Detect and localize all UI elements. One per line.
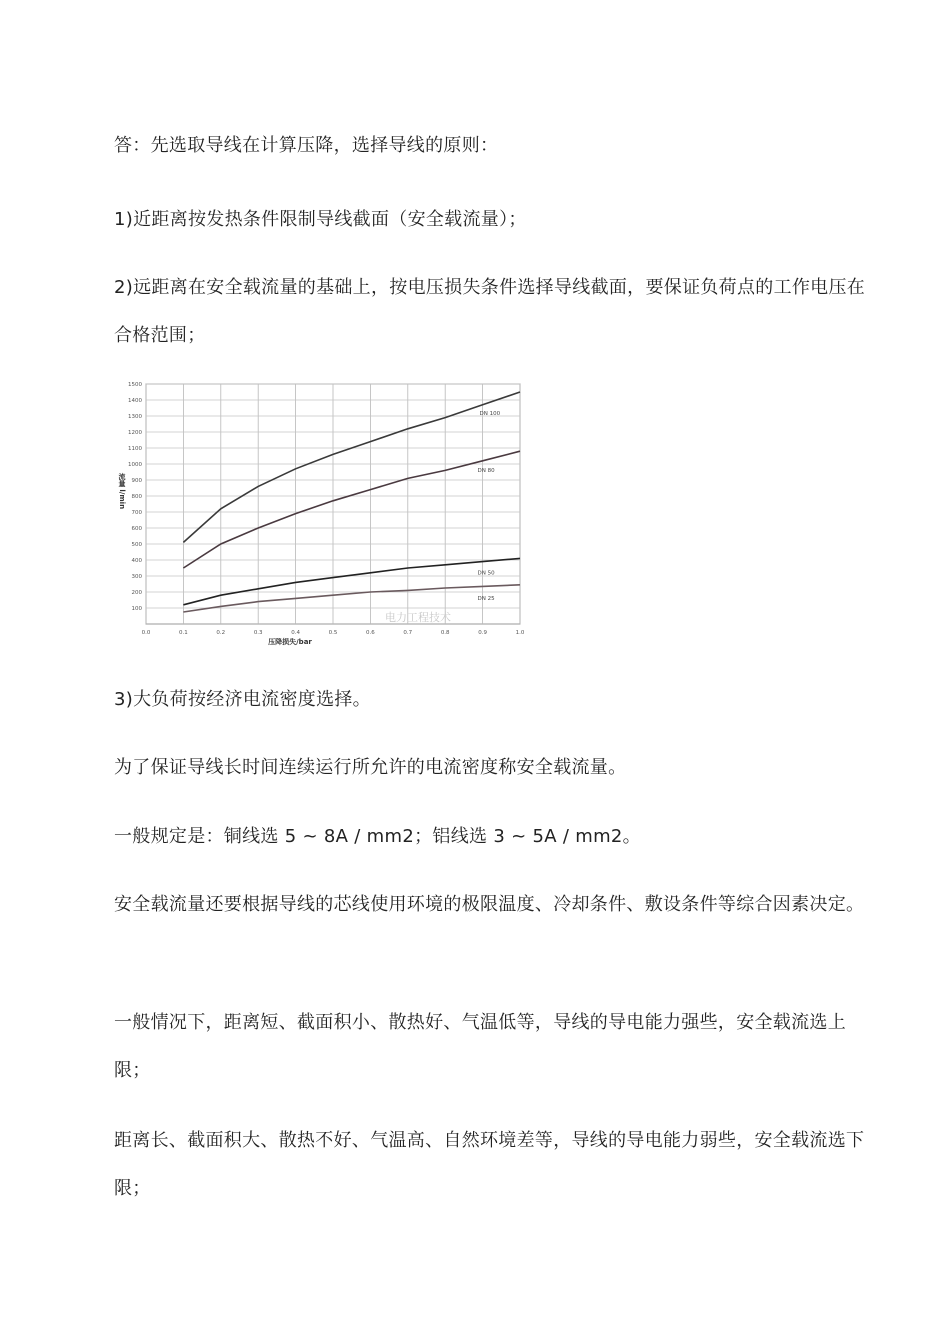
series-label: DN 25 (477, 595, 495, 602)
x-axis-label: 压降损失/bar (268, 638, 312, 646)
watermark-text: 电力工程技术 (385, 611, 451, 624)
y-tick-label: 100 (131, 606, 142, 612)
x-tick-label: 0.0 (141, 630, 151, 636)
current-density-rule: 一般规定是：铜线选 5 ~ 8A / mm2；铝线选 3 ~ 5A / mm2。 (114, 826, 641, 847)
y-tick-label: 1500 (128, 382, 142, 388)
answer-intro: 答：先选取导线在计算压降，选择导线的原则： (114, 135, 499, 156)
rule-3: 3)大负荷按经济电流密度选择。 (114, 689, 371, 710)
x-tick-label: 1.0 (515, 630, 524, 636)
x-tick-label: 0.2 (216, 630, 226, 636)
y-tick-label: 1200 (128, 430, 142, 436)
y-tick-label: 1400 (128, 398, 142, 404)
x-tick-label: 0.5 (328, 630, 338, 636)
rule-2: 2)远距离在安全载流量的基础上，按电压损失条件选择导线截面，要保证负荷点的工作电压在合格范围； (114, 277, 866, 346)
y-tick-label: 600 (131, 526, 142, 532)
x-tick-label: 0.7 (403, 630, 413, 636)
y-tick-label: 500 (131, 542, 142, 548)
series-label: DN 50 (477, 570, 495, 577)
y-tick-label: 800 (131, 494, 142, 500)
lower-limit-paragraph: 距离长、截面积大、散热不好、气温高、自然环境差等，导线的导电能力弱些，安全载流选下限； (114, 1130, 865, 1199)
y-tick-label: 200 (131, 590, 142, 596)
y-tick-label: 900 (131, 478, 142, 484)
x-tick-label: 0.1 (179, 630, 188, 636)
x-tick-label: 0.9 (478, 630, 487, 636)
y-tick-label: 700 (131, 510, 142, 516)
series-label: DN 100 (479, 410, 501, 417)
x-tick-label: 0.6 (366, 630, 375, 636)
y-tick-label: 400 (131, 558, 142, 564)
safe-current-definition: 为了保证导线长时间连续运行所允许的电流密度称安全载流量。 (114, 757, 627, 778)
y-tick-label: 1100 (128, 446, 142, 452)
y-axis-label: 流量 l/min (118, 473, 126, 510)
x-tick-label: 0.4 (291, 630, 300, 636)
y-tick-label: 1000 (128, 462, 142, 468)
x-tick-label: 0.3 (253, 630, 263, 636)
rule-1: 1)近距离按发热条件限制导线截面（安全载流量）； (114, 209, 527, 230)
flow-pressure-chart (118, 378, 524, 646)
factors-paragraph: 安全载流量还要根据导线的芯线使用环境的极限温度、冷却条件、敷设条件等综合因素决定。 (114, 894, 865, 915)
series-label: DN 80 (477, 467, 495, 474)
y-tick-label: 300 (131, 574, 142, 580)
y-tick-label: 1300 (128, 414, 142, 420)
upper-limit-paragraph: 一般情况下，距离短、截面积小、散热好、气温低等，导线的导电能力强些，安全载流选上限； (114, 1012, 846, 1081)
x-tick-label: 0.8 (440, 630, 450, 636)
